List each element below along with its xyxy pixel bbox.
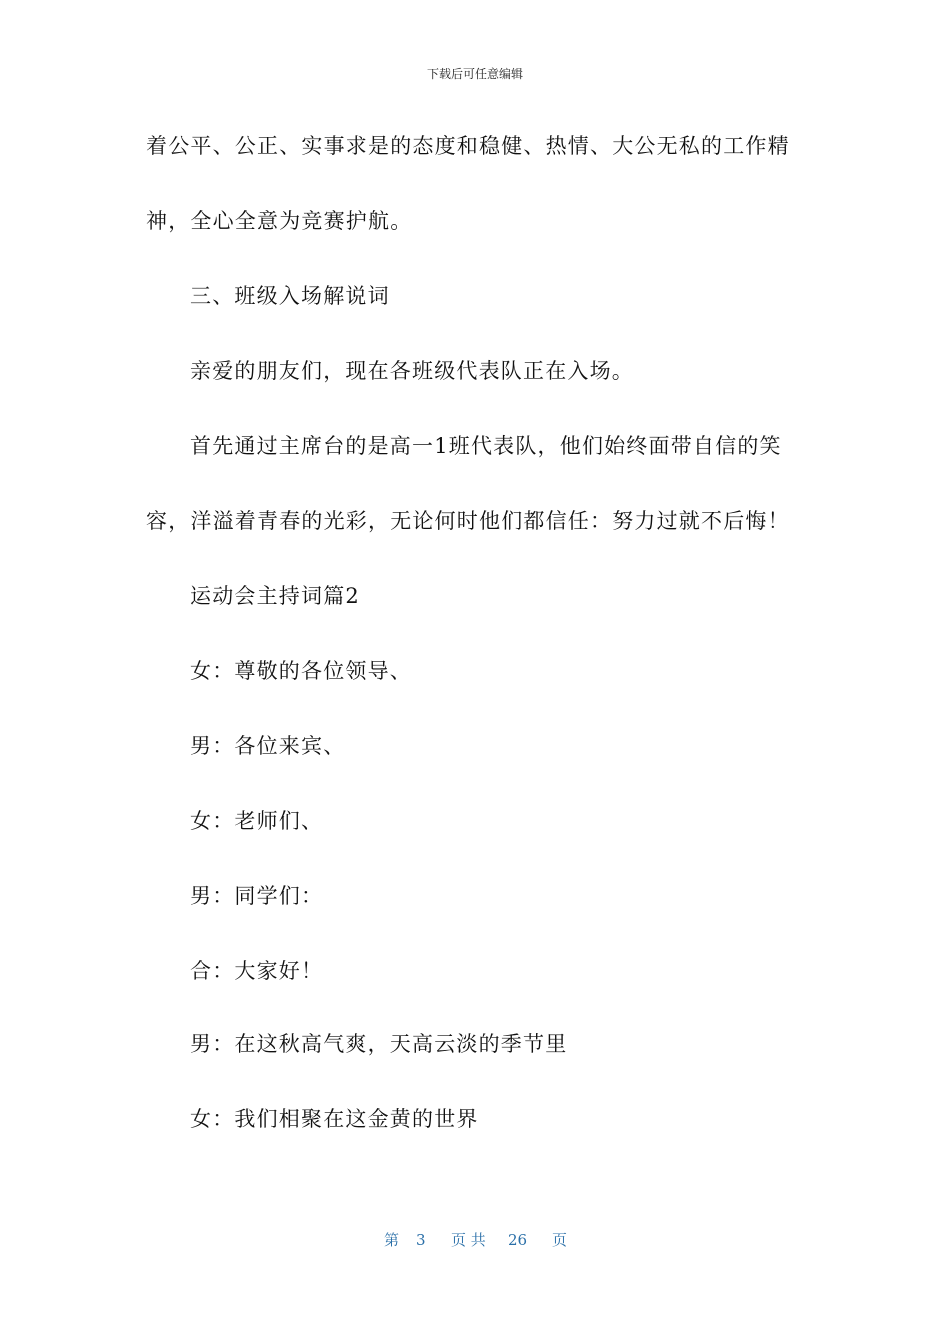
page-footer [0,1229,950,1251]
footer-prefix: 第 [384,1231,400,1249]
dialogue-line: 男：各位来宾、 [190,734,346,758]
paragraph-line: 容，洋溢着青春的光彩，无论何时他们都信任：努力过就不后悔！ [146,509,790,533]
paragraph-line: 神，全心全意为竞赛护航。 [146,209,413,233]
total-pages-number: 26 [508,1231,528,1249]
dialogue-line: 合：大家好！ [190,959,324,983]
footer-middle: 页 共 [451,1231,486,1249]
paragraph-line: 着公平、公正、实事求是的态度和稳健、热情、大公无私的工作精 [146,134,790,158]
current-page-number: 3 [416,1231,426,1249]
paragraph-line: 亲爱的朋友们，现在各班级代表队正在入场。 [190,359,634,383]
dialogue-line: 男：同学们： [190,884,324,908]
page-header-note: 下载后可任意编辑 [426,67,523,81]
section-heading: 三、班级入场解说词 [190,284,390,308]
section-heading: 运动会主持词篇2 [190,584,360,608]
dialogue-line: 男：在这秋高气爽，天高云淡的季节里 [190,1032,568,1056]
footer-suffix: 页 [552,1231,568,1249]
dialogue-line: 女：我们相聚在这金黄的世界 [190,1107,479,1131]
dialogue-line: 女：老师们、 [190,809,324,833]
paragraph-line: 首先通过主席台的是高一1班代表队，他们始终面带自信的笑 [190,434,782,458]
dialogue-line: 女：尊敬的各位领导、 [190,659,412,683]
